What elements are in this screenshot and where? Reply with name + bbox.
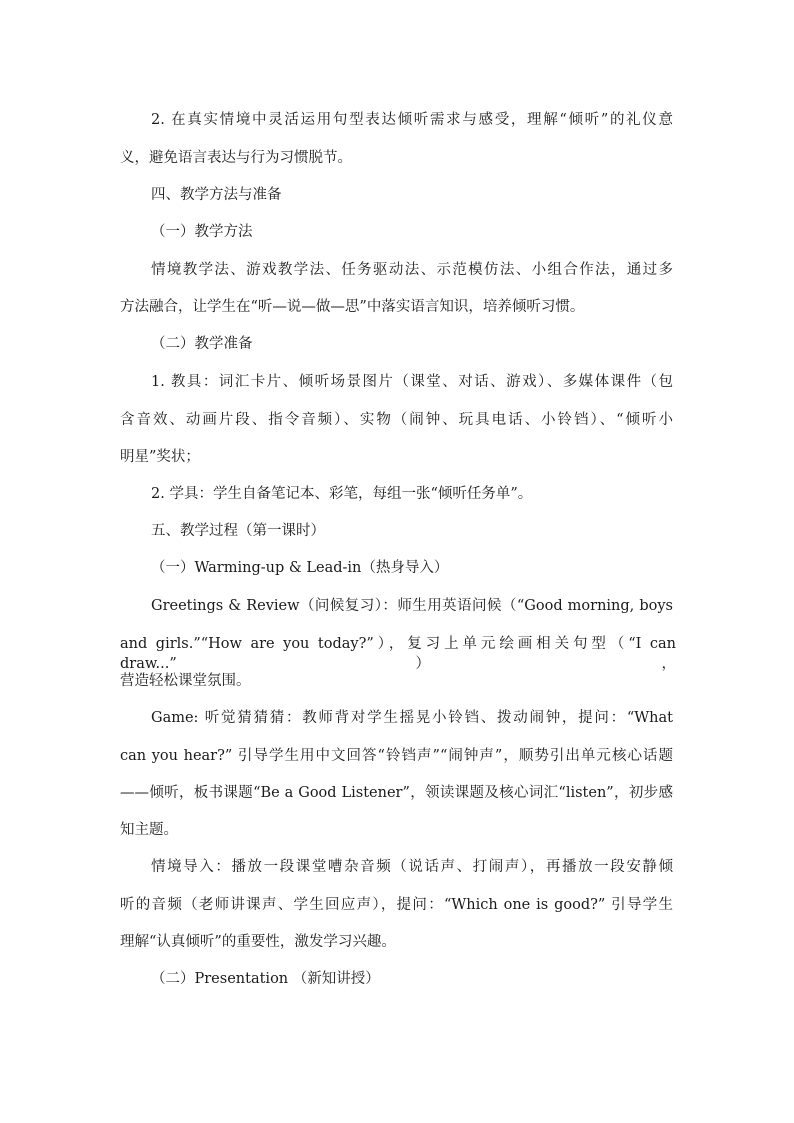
text-line: 1. 教具：词汇卡片、倾听场景图片（课堂、对话、游戏）、多媒体课件（包 <box>151 374 673 390</box>
text-line: 情境教学法、游戏教学法、任务驱动法、示范模仿法、小组合作法，通过多 <box>151 262 673 278</box>
subsection-heading: （一）教学方法 <box>151 224 253 240</box>
text-line: and girls.”“How are you today?”），复习上单元绘画相关句型（“I can draw...”）， <box>120 636 676 672</box>
section-heading: 五、教学过程（第一课时） <box>151 523 325 539</box>
text-line: 方法融合，让学生在“听—说—做—思”中落实语言知识，培养倾听习惯。 <box>120 299 585 315</box>
subsection-heading: （一）Warming-up & Lead-in（热身导入） <box>151 560 449 576</box>
text-line: can you hear?” 引导学生用中文回答“铃铛声”“闹钟声”，顺势引出单元核心话题 <box>120 748 673 764</box>
text-line: 理解“认真倾听”的重要性，激发学习兴趣。 <box>120 934 396 950</box>
text-line: 含音效、动画片段、指令音频）、实物（闹钟、玩具电话、小铃铛）、“倾听小 <box>120 412 673 428</box>
text-line: Greetings & Review（问候复习）：师生用英语问候（“Good morning, boys <box>151 598 673 614</box>
text-line: 2. 在真实情境中灵活运用句型表达倾听需求与感受，理解“倾听”的礼仪意 <box>151 112 673 128</box>
text-line: 情境导入：播放一段课堂嘈杂音频（说话声、打闹声），再播放一段安静倾 <box>151 859 673 875</box>
text-line: 知主题。 <box>120 822 178 838</box>
text-line: 营造轻松课堂氛围。 <box>120 673 251 689</box>
text-line: 义，避免语言表达与行为习惯脱节。 <box>120 150 352 166</box>
section-heading: 四、教学方法与准备 <box>151 187 282 203</box>
text-line: Game: 听觉猜猜猜：教师背对学生摇晃小铃铛、拨动闹钟，提问：“What <box>151 710 673 726</box>
text-line: 明星”奖状； <box>120 449 200 465</box>
subsection-heading: （二）教学准备 <box>151 336 253 352</box>
text-line: 2. 学具：学生自备笔记本、彩笔，每组一张“倾听任务单”。 <box>151 486 533 502</box>
subsection-heading: （二）Presentation （新知讲授） <box>151 971 380 987</box>
text-line: 听的音频（老师讲课声、学生回应声），提问：“Which one is good?” 引导学生 <box>120 897 673 913</box>
text-line: ——倾听，板书课题“Be a Good Listener”，领读课题及核心词汇“listen”，初步感 <box>120 785 673 801</box>
